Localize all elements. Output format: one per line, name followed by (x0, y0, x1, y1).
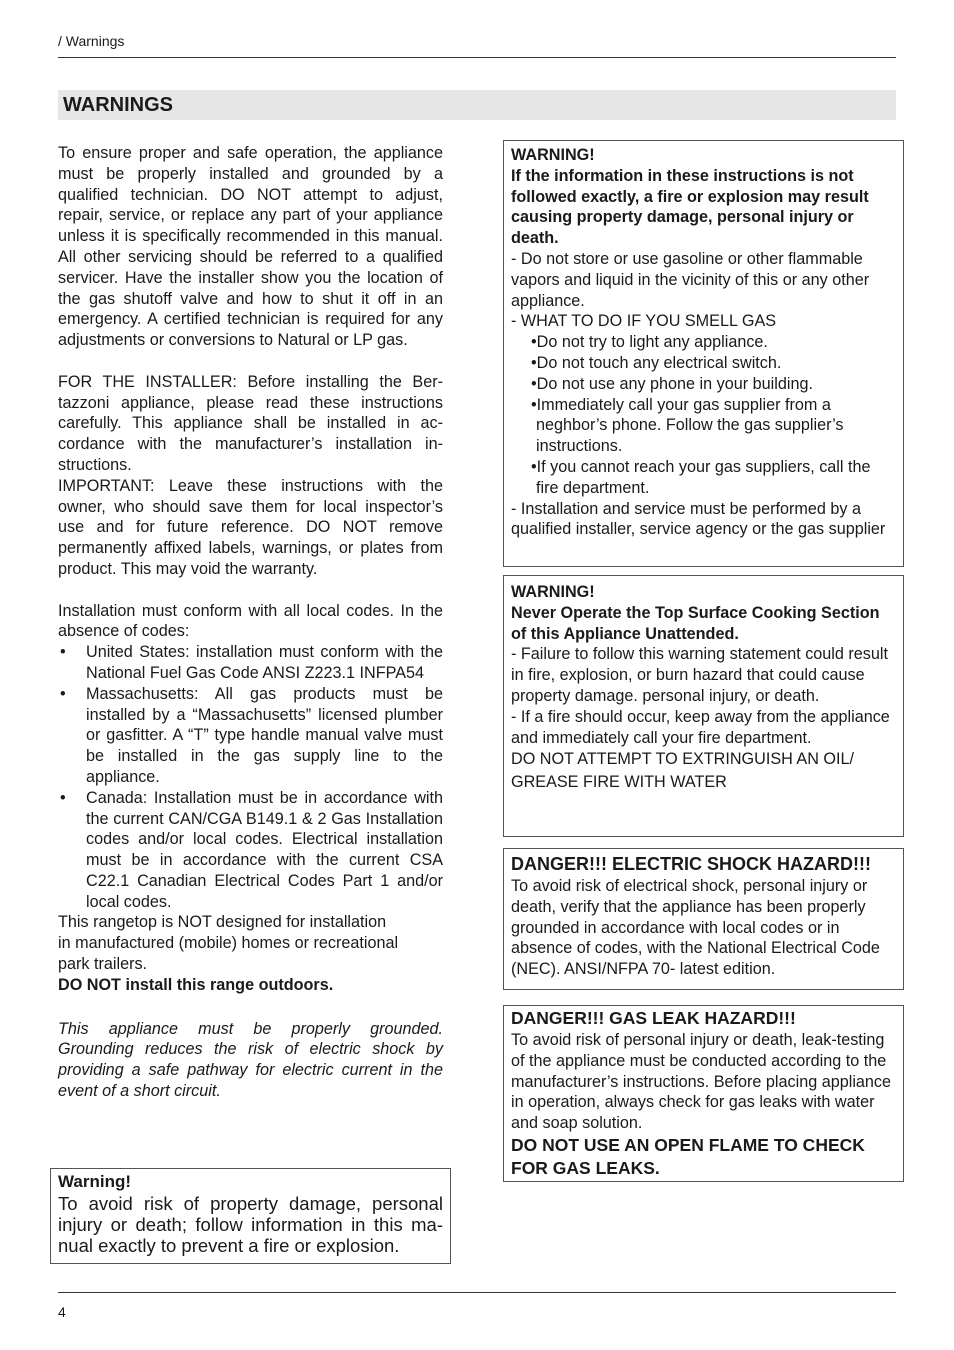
smell-item: •Do not use any phone in your building. (531, 374, 813, 393)
left-warning-head: Warning! (58, 1172, 132, 1191)
box2-head: WARNING! (511, 583, 595, 601)
codes-list (58, 642, 443, 912)
smell-item: •Do not try to light any appliance. (531, 333, 768, 352)
gas-leak-danger-box (503, 1005, 904, 1182)
outdoors-warning: DO NOT install this range outdoors. (58, 975, 334, 994)
grounding-note: This appliance must be properly grounded. Grounding reduces the risk of electric shock by providing a safe pathway for electric current in the event of a short circuit. (58, 1019, 443, 1101)
important-paragraph: IMPORTANT: Leave these instructions with the owner, who should save them for local inspector’s use and for future reference. DO NOT remove permanently affixed labels, warnings, or plates from product. This may void the warranty. (58, 476, 443, 578)
page-number: 4 (58, 1304, 66, 1320)
section-title-bar (58, 90, 896, 120)
box2-extinguish: DO NOT ATTEMPT TO EXTRINGUISH AN OIL/ GREASE FIRE WITH WATER (511, 750, 854, 791)
box1-bold-text: If the information in these instructions is not followed exactly, a fire or explosion may result causing property damage, personal injury or death. (511, 166, 869, 248)
rangetop-line-3: park trailers. (58, 955, 148, 974)
box4-head: DANGER!!! GAS LEAK HAZARD!!! (511, 1008, 796, 1028)
code-item-canada: • Canada: Installation must be in accordance with the current CAN/CGA B149.1 & 2 Gas Installation codes and/or local codes. Electrical installation must be in accordance with the current CSA C22.1 Canadian Electrical Codes Part 1 and/or local codes. (58, 788, 443, 913)
breadcrumb: / Warnings (58, 33, 125, 49)
box2-bold-text: Never Operate the Top Surface Cooking Section of this Appliance Unattended. (511, 603, 880, 643)
intro-paragraph: To ensure proper and safe operation, the appliance must be properly installed and grounded by a qualified technician. DO NOT attempt to adjust, repair, service, or replace any part of your appliance unless it is specifically recommended in this manual. All other servicing should be referred to a qualified servicer. Have the installer show you the location of the gas shutoff valve and how to shut it off in an emergency. A certified technician is required for any adjustments or conversions to Natural or LP gas. (58, 144, 443, 350)
electric-shock-danger-box (503, 848, 904, 990)
header-divider (58, 57, 896, 58)
code-item-us: • United States: installation must conform with the National Fuel Gas Code ANSI Z223.1 INFPA54 (58, 642, 443, 684)
box3-text: To avoid risk of electrical shock, personal injury or death, verify that the appliance has been properly grounded in accordance with local codes or in absence of codes, with the National Electrical Code (NEC). ANSI/NFPA 70- latest edition. (511, 877, 880, 979)
installer-paragraph: FOR THE INSTALLER: Before installing the Bertazzoni appliance, please read these instructions carefully. This appliance shall be installed in accordance with the manufacturer’s installation instructions. (58, 372, 443, 474)
box4-text: To avoid risk of personal injury or death, leak-testing of the appliance must be conducted according to the manufacturer’s instructions. Before placing appliance in operation, always check for gas leaks with water and soap solution. (511, 1031, 892, 1133)
box1-store: - Do not store or use gasoline or other flammable vapors and liquid in the vicinity of this or any other appliance. (511, 249, 870, 310)
code-item-massachusetts: • Massachusetts: All gas products must be installed by a “Massachusetts” licensed plumber or gasfitter. A “T” type handle manual valve must be installed in the gas supply line to the appliance. (58, 684, 443, 788)
smell-item: •Immediately call your gas supplier from a neghbor’s phone. Follow the gas supplier’s instructions. (531, 395, 844, 456)
codes-intro: Installation must conform with all local codes. In the absence of codes: (58, 601, 443, 641)
box1-smell-head: - WHAT TO DO IF YOU SMELL GAS (511, 312, 777, 331)
box2-fire: - If a fire should occur, keep away from the appliance and immediately call your fire department. (511, 707, 890, 747)
box1-installation: - Installation and service must be performed by a qualified installer, service agency or the gas supplier (511, 499, 886, 539)
smell-item: •If you cannot reach your gas suppliers, call the fire department. (531, 457, 871, 497)
left-column (58, 143, 443, 1102)
page-title: WARNINGS (63, 94, 173, 116)
smell-item: •Do not touch any electrical switch. (531, 353, 782, 372)
box4-bold-text: DO NOT USE AN OPEN FLAME TO CHECK FOR GAS LEAKS. (511, 1134, 865, 1178)
box1-head: WARNING! (511, 146, 595, 164)
rangetop-line-1: This rangetop is NOT designed for installation (58, 913, 387, 932)
left-warning-box (50, 1168, 451, 1264)
box2-failure: - Failure to follow this warning statement could result in fire, explosion, or burn hazard that could cause property damage. personal injury, or death. (511, 645, 888, 705)
left-warning-text: To avoid risk of property damage, personal injury or death; follow information in this manual exactly to prevent a fire or explosion. (58, 1193, 443, 1256)
unattended-warning-box (503, 575, 904, 837)
rangetop-line-2: in manufactured (mobile) homes or recreational (58, 934, 399, 953)
fire-explosion-warning-box (503, 140, 904, 567)
footer-divider (58, 1292, 896, 1293)
box3-head: DANGER!!! ELECTRIC SHOCK HAZARD!!! (511, 854, 871, 874)
